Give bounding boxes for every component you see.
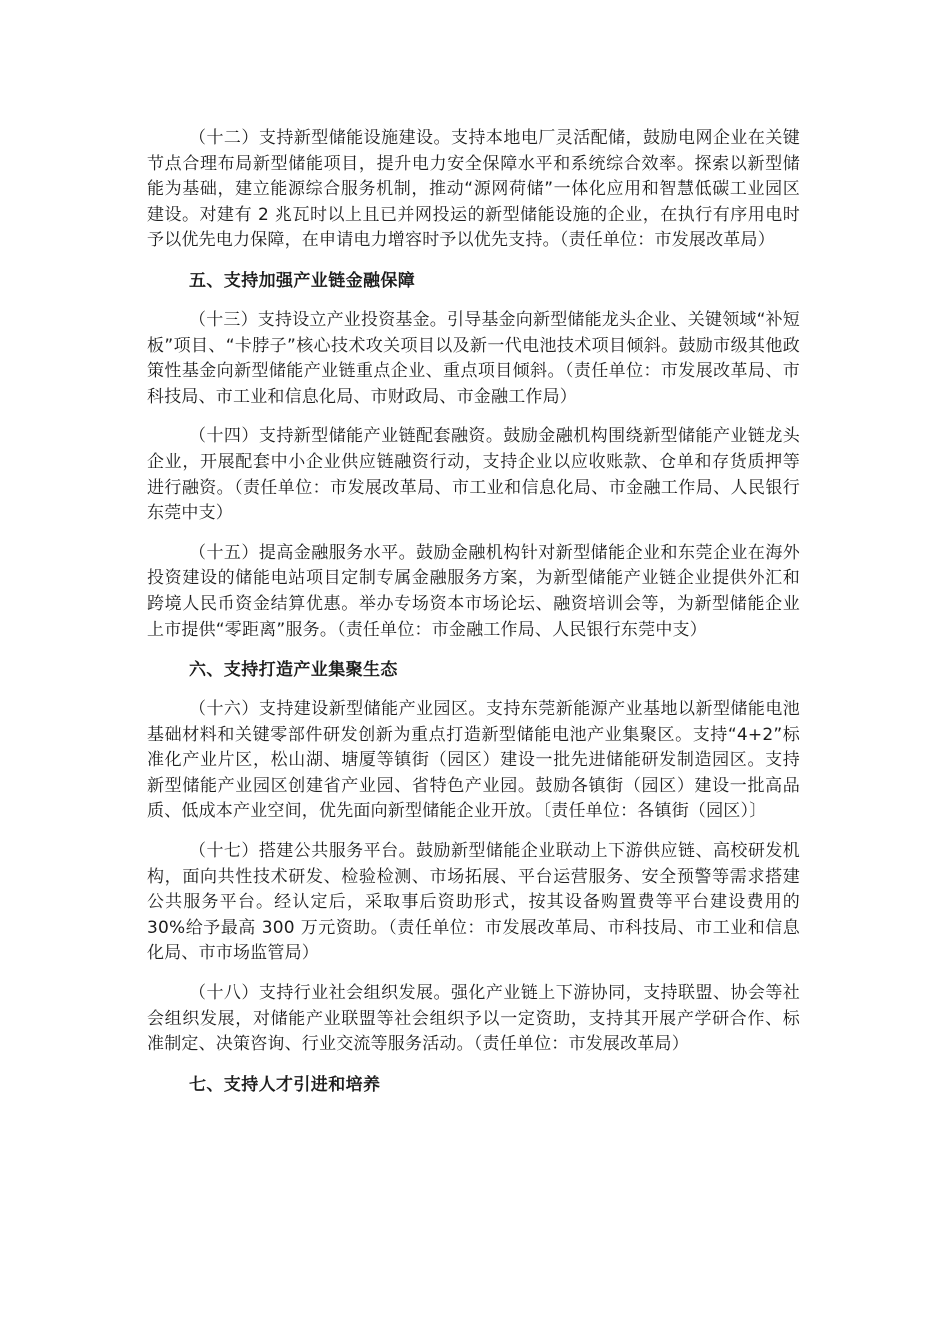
paragraph-13: （十三）支持设立产业投资基金。引导基金向新型储能龙头企业、关键领域“补短板”项目、“卡脖子”核心技术攻关项目以及新一代电池技术项目倾斜。鼓励市级其他政策性基金向新型储能产业链重点企业、重点项目倾斜。（责任单位：市发展改革局、市科技局、市工业和信息化局、市财政局、市金融工作局）	[147, 309, 801, 407]
section-heading-7: 七、支持人才引进和培养	[189, 1074, 381, 1095]
section-heading-6: 六、支持打造产业集聚生态	[189, 660, 398, 681]
paragraph-17: （十七）搭建公共服务平台。鼓励新型储能企业联动上下游供应链、高校研发机构，面向共性技术研发、检验检测、市场拓展、平台运营服务、安全预警等需求搭建公共服务平台。经认定后，采取事后资助形式，按其设备购置费等平台建设费用的 30%给予最高 300 万元资助。（责任单位：市发展改革局、市科技局、市工业和信息化局、市市场监管局）	[147, 841, 806, 964]
paragraph-16: （十六）支持建设新型储能产业园区。支持东莞新能源产业基地以新型储能电池基础材料和关键零部件研发创新为重点打造新型储能电池产业集聚区。支持“4+2”标准化产业片区，松山湖、塘厦等镇街（园区）建设一批先进储能研发制造园区。支持新型储能产业园区创建省产业园、省特色产业园。鼓励各镇街（园区）建设一批高品质、低成本产业空间，优先面向新型储能企业开放。〔责任单位：各镇街（园区）〕	[147, 699, 800, 822]
section-heading-5: 五、支持加强产业链金融保障	[189, 270, 416, 291]
paragraph-14: （十四）支持新型储能产业链配套融资。鼓励金融机构围绕新型储能产业链龙头企业，开展配套中小企业供应链融资行动，支持企业以应收账款、仓单和存货质押等进行融资。（责任单位：市发展改革局、市工业和信息化局、市金融工作局、人民银行东莞中支）	[147, 426, 800, 524]
paragraph-18: （十八）支持行业社会组织发展。强化产业链上下游协同，支持联盟、协会等社会组织发展，对储能产业联盟等社会组织予以一定资助，支持其开展产学研合作、标准制定、决策咨询、行业交流等服务活动。（责任单位：市发展改革局）	[147, 983, 800, 1055]
paragraph-12: （十二）支持新型储能设施建设。支持本地电厂灵活配储，鼓励电网企业在关键节点合理布局新型储能项目，提升电力安全保障水平和系统综合效率。探索以新型储能为基础，建立能源综合服务机制，推动“源网荷储”一体化应用和智慧低碳工业园区建设。对建有 2 兆瓦时以上且已并网投运的新型储能设施的企业，在执行有序用电时予以优先电力保障，在申请电力增容时予以优先支持。（责任单位：市发展改革局）	[147, 128, 800, 251]
paragraph-15: （十五）提高金融服务水平。鼓励金融机构针对新型储能企业和东莞企业在海外投资建设的储能电站项目定制专属金融服务方案，为新型储能产业链企业提供外汇和跨境人民币资金结算优惠。举办专场资本市场论坛、融资培训会等，为新型储能企业上市提供“零距离”服务。（责任单位：市金融工作局、人民银行东莞中支）	[147, 542, 800, 640]
